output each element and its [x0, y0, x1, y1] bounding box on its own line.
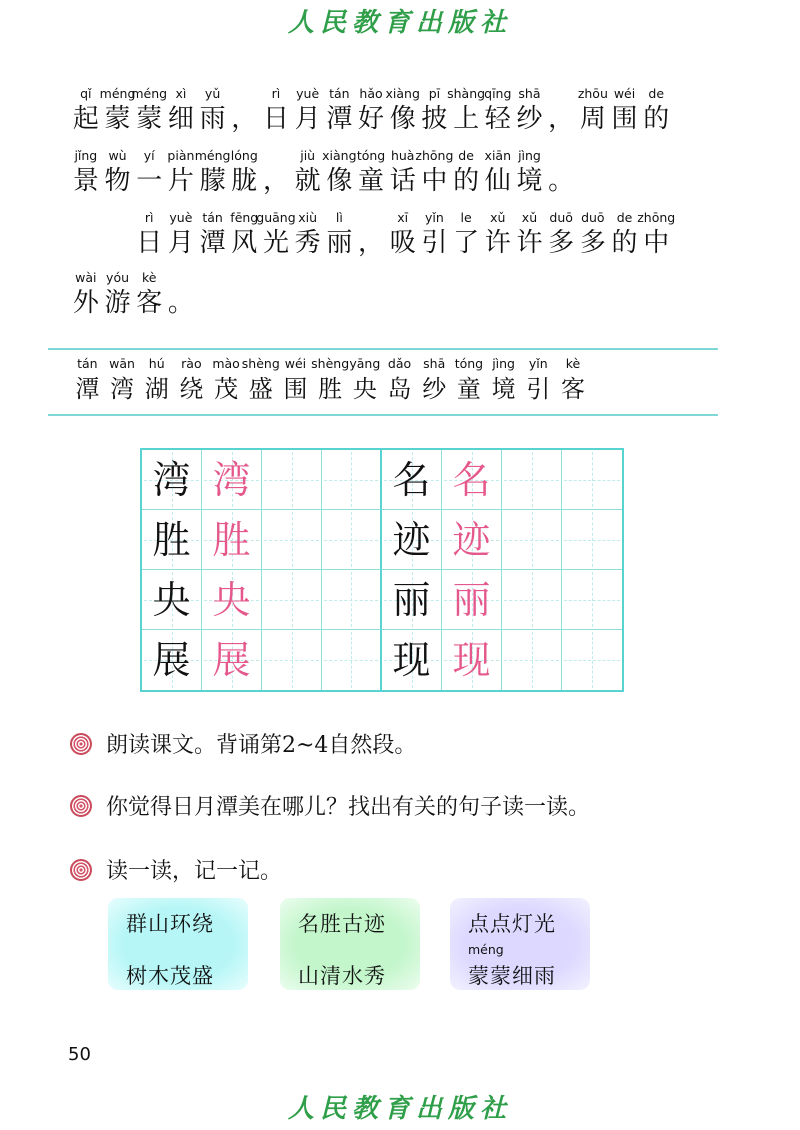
empty-practice-cell	[562, 570, 622, 630]
ruby-char	[355, 210, 387, 260]
trace-char-cell	[442, 450, 502, 510]
ruby-char	[194, 148, 231, 198]
hanzi: 披	[421, 104, 448, 134]
trace-char-cell	[442, 570, 502, 630]
ruby-char	[70, 210, 102, 260]
pinyin: lì	[335, 210, 343, 225]
pinyin: piàn	[167, 148, 195, 163]
ruby-char	[415, 148, 454, 198]
word-box-cyan	[108, 898, 248, 990]
trace-char-cell	[442, 630, 502, 690]
word-pinyin: méng	[468, 942, 504, 957]
hanzi: ，	[262, 166, 289, 196]
hanzi: 湖	[144, 375, 169, 403]
ruby-char	[482, 210, 514, 260]
hanzi: 。	[548, 166, 575, 196]
ruby-char	[292, 86, 324, 136]
ruby-char	[99, 86, 136, 136]
pinyin: mào	[212, 356, 240, 371]
pinyin: wān	[109, 356, 135, 371]
writing-grid	[140, 448, 624, 692]
ruby-char	[256, 210, 296, 260]
vocab-char	[452, 356, 487, 406]
ruby-char	[324, 210, 356, 260]
pinyin: qīng	[484, 86, 512, 101]
word: 点点灯光	[468, 912, 556, 936]
vocab-list	[70, 356, 590, 406]
pinyin: shā	[518, 86, 541, 101]
hanzi: 周	[579, 104, 606, 134]
pinyin: jìng	[492, 356, 515, 371]
vocab-char	[313, 356, 348, 406]
model-char-cell	[142, 510, 202, 570]
hanzi: 许	[484, 228, 511, 258]
ruby-char	[514, 210, 546, 260]
vocab-char	[209, 356, 244, 406]
model-char-cell	[142, 630, 202, 690]
trace-char-cell	[202, 570, 262, 630]
pinyin: tán	[329, 86, 350, 101]
trace-char-cell	[202, 510, 262, 570]
ruby-char	[545, 210, 577, 260]
grid-char: 迹	[392, 517, 431, 562]
model-char-cell	[382, 630, 442, 690]
pinyin: yí	[143, 148, 155, 163]
hanzi: ，	[358, 228, 385, 258]
hanzi: 围	[611, 104, 638, 134]
flower-bullet-icon	[70, 733, 92, 755]
ruby-char	[133, 270, 165, 320]
ruby-char	[545, 148, 577, 198]
pinyin: xiàng	[322, 148, 357, 163]
publisher-logo-bottom: 人民教育出版社	[287, 1094, 512, 1124]
pinyin: kè	[565, 356, 581, 371]
ruby-char	[228, 148, 260, 198]
hanzi: 的	[611, 228, 638, 258]
hanzi: 潭	[326, 104, 353, 134]
text-line	[70, 270, 197, 320]
pinyin: shā	[423, 356, 446, 371]
hanzi: 湾	[110, 375, 135, 403]
ruby-char	[133, 210, 165, 260]
vocab-rule-bottom	[48, 414, 718, 416]
hanzi: 风	[231, 228, 258, 258]
hanzi: 轻	[484, 104, 511, 134]
ruby-char	[165, 210, 197, 260]
hanzi: 秀	[294, 228, 321, 258]
question-text: 朗读课文。背诵第2~4自然段。	[106, 733, 417, 758]
question-2	[70, 790, 590, 821]
pinyin: zhōng	[415, 148, 454, 163]
pinyin: rào	[181, 356, 202, 371]
pinyin: wéi	[613, 86, 636, 101]
word-box-purple	[450, 898, 590, 990]
empty-practice-cell	[262, 510, 322, 570]
hanzi: 纱	[422, 375, 447, 403]
pinyin: yóu	[106, 270, 130, 285]
hanzi: 引	[421, 228, 448, 258]
word: 群山环绕	[126, 912, 214, 936]
hanzi: 潭	[75, 375, 100, 403]
question-3	[70, 854, 282, 885]
pinyin: tóng	[454, 356, 484, 371]
empty-practice-cell	[562, 450, 622, 510]
word: 树木茂盛	[126, 964, 214, 988]
grid-char: 展	[152, 638, 191, 682]
ruby-char	[324, 86, 356, 136]
hanzi: 景	[72, 166, 99, 196]
ruby-char	[197, 86, 229, 136]
ruby-char	[165, 270, 197, 320]
pinyin: duō	[549, 210, 573, 225]
empty-practice-cell	[562, 630, 622, 690]
pinyin: zhōng	[637, 210, 676, 225]
trace-char-cell	[202, 450, 262, 510]
hanzi: 。	[167, 288, 194, 318]
vocab-char	[348, 356, 383, 406]
ruby-char	[577, 86, 609, 136]
pinyin: yāng	[349, 356, 381, 371]
empty-practice-cell	[322, 630, 382, 690]
ruby-char	[292, 210, 324, 260]
publisher-logo-top: 人民教育出版社	[287, 8, 512, 38]
pinyin: tán	[77, 356, 98, 371]
vocab-char	[486, 356, 521, 406]
hanzi: 岛	[387, 375, 412, 403]
hanzi: 境	[516, 166, 543, 196]
pinyin: fēng	[230, 210, 259, 225]
hanzi: 月	[294, 104, 321, 134]
pinyin: wài	[75, 270, 97, 285]
hanzi: 的	[453, 166, 480, 196]
empty-practice-cell	[322, 450, 382, 510]
pinyin: wéi	[284, 356, 307, 371]
ruby-char	[482, 148, 514, 198]
grid-char: 丽	[452, 577, 491, 622]
grid-char: 央	[152, 577, 191, 622]
pinyin: zhōu	[577, 86, 608, 101]
pinyin: de	[648, 86, 665, 101]
ruby-char	[419, 210, 451, 260]
pinyin: jìng	[518, 148, 541, 163]
empty-practice-cell	[262, 450, 322, 510]
ruby-char	[165, 86, 197, 136]
vocab-char	[382, 356, 417, 406]
pinyin: yǔ	[204, 86, 221, 101]
vocab-rule-top	[48, 348, 718, 350]
pinyin: méng	[99, 86, 136, 101]
question-1	[70, 728, 416, 759]
empty-practice-cell	[262, 570, 322, 630]
grid-char: 名	[392, 457, 431, 502]
hanzi: 胧	[231, 166, 258, 196]
hanzi: 了	[453, 228, 480, 258]
ruby-char	[514, 148, 546, 198]
question-text: 你觉得日月潭美在哪儿？找出有关的句子读一读。	[106, 795, 591, 820]
text-line	[70, 148, 577, 198]
ruby-char	[260, 148, 292, 198]
hanzi: 日	[262, 104, 289, 134]
ruby-char	[419, 86, 451, 136]
hanzi: 多	[579, 228, 606, 258]
trace-char-cell	[202, 630, 262, 690]
empty-practice-cell	[562, 510, 622, 570]
pinyin: pī	[428, 86, 441, 101]
hanzi: 像	[389, 104, 416, 134]
ruby-char	[355, 86, 387, 136]
hanzi: 丽	[326, 228, 353, 258]
hanzi: 多	[548, 228, 575, 258]
word-box-green	[280, 898, 420, 990]
hanzi: 央	[352, 375, 377, 403]
pinyin: xì	[175, 86, 187, 101]
hanzi: 盛	[248, 375, 273, 403]
pinyin: qǐ	[80, 86, 92, 101]
page-number: 50	[68, 1044, 91, 1065]
ruby-char	[447, 86, 486, 136]
hanzi: 胜	[318, 375, 343, 403]
grid-char: 名	[452, 457, 491, 502]
pinyin: rì	[144, 210, 154, 225]
ruby-char	[577, 210, 609, 260]
hanzi: 像	[326, 166, 353, 196]
ruby-char	[387, 148, 419, 198]
ruby-char	[640, 86, 672, 136]
pinyin: shèng	[311, 356, 350, 371]
pinyin: xǔ	[521, 210, 538, 225]
pinyin: shèng	[241, 356, 280, 371]
vocab-char	[243, 356, 278, 406]
grid-char: 现	[452, 638, 491, 682]
ruby-char	[482, 86, 514, 136]
pinyin: hú	[148, 356, 165, 371]
vocab-char	[278, 356, 313, 406]
empty-practice-cell	[502, 630, 562, 690]
empty-practice-cell	[322, 570, 382, 630]
ruby-char	[387, 210, 419, 260]
empty-practice-cell	[502, 510, 562, 570]
hanzi: 中	[421, 166, 448, 196]
hanzi: 话	[389, 166, 416, 196]
grid-char: 胜	[152, 517, 191, 562]
pinyin: xiàng	[385, 86, 420, 101]
hanzi: 上	[453, 104, 480, 134]
hanzi: 童	[456, 375, 481, 403]
ruby-char	[387, 86, 419, 136]
hanzi: 光	[262, 228, 289, 258]
model-char-cell	[142, 450, 202, 510]
hanzi: 片	[167, 166, 194, 196]
hanzi: 月	[167, 228, 194, 258]
pinyin: shàng	[447, 86, 486, 101]
word: 名胜古迹	[298, 912, 386, 936]
word: 山清水秀	[298, 964, 386, 988]
word: 蒙蒙细雨	[468, 964, 556, 988]
ruby-char	[70, 86, 102, 136]
ruby-char	[609, 86, 641, 136]
ruby-char	[545, 86, 577, 136]
vocab-char	[139, 356, 174, 406]
trace-char-cell	[442, 510, 502, 570]
hanzi: 茂	[214, 375, 239, 403]
grid-char: 迹	[452, 517, 491, 562]
hanzi: 绕	[179, 375, 204, 403]
pinyin: guāng	[256, 210, 296, 225]
pinyin: dǎo	[387, 356, 412, 371]
ruby-char	[131, 86, 168, 136]
text-line	[70, 86, 672, 136]
pinyin: de	[616, 210, 633, 225]
model-char-cell	[142, 570, 202, 630]
ruby-char	[450, 148, 482, 198]
hanzi: 朦	[199, 166, 226, 196]
hanzi: 外	[72, 288, 99, 318]
pinyin: duō	[581, 210, 605, 225]
pinyin: lóng	[230, 148, 258, 163]
hanzi: 就	[294, 166, 321, 196]
pinyin: tóng	[356, 148, 386, 163]
vocab-char	[556, 356, 591, 406]
ruby-char	[450, 210, 482, 260]
pinyin: jiù	[300, 148, 316, 163]
hanzi: 纱	[516, 104, 543, 134]
vocab-char	[521, 356, 556, 406]
pinyin: de	[458, 148, 474, 163]
ruby-char	[70, 148, 102, 198]
hanzi: 蒙	[136, 104, 163, 134]
hanzi: 的	[643, 104, 670, 134]
hanzi: ，	[548, 104, 575, 134]
ruby-char	[197, 210, 229, 260]
pinyin: rì	[271, 86, 281, 101]
grid-char: 现	[392, 638, 431, 682]
pinyin: xiù	[298, 210, 318, 225]
hanzi: 潭	[199, 228, 226, 258]
hanzi: 境	[491, 375, 516, 403]
hanzi: 游	[104, 288, 131, 318]
ruby-char	[102, 210, 134, 260]
hanzi: 中	[643, 228, 670, 258]
ruby-char	[292, 148, 324, 198]
hanzi: 雨	[199, 104, 226, 134]
hanzi: 客	[136, 288, 163, 318]
ruby-char	[102, 270, 134, 320]
pinyin: xī	[397, 210, 409, 225]
hanzi: 围	[283, 375, 308, 403]
vocab-char	[105, 356, 140, 406]
pinyin: méng	[194, 148, 231, 163]
pinyin: yǐn	[528, 356, 548, 371]
vocab-char	[70, 356, 105, 406]
ruby-char	[260, 86, 292, 136]
ruby-char	[355, 148, 387, 198]
grid-char: 胜	[212, 517, 251, 562]
pinyin: tán	[202, 210, 223, 225]
hanzi: 客	[560, 375, 585, 403]
model-char-cell	[382, 450, 442, 510]
hanzi: 一	[136, 166, 163, 196]
grid-char: 湾	[152, 457, 191, 502]
grid-char: 湾	[212, 457, 251, 502]
hanzi: 吸	[389, 228, 416, 258]
flower-bullet-icon	[70, 795, 92, 817]
question-text: 读一读，记一记。	[106, 859, 283, 884]
hanzi: 引	[526, 375, 551, 403]
hanzi: 童	[358, 166, 385, 196]
hanzi: 好	[358, 104, 385, 134]
ruby-char	[637, 210, 676, 260]
model-char-cell	[382, 570, 442, 630]
pinyin: xǔ	[490, 210, 506, 225]
grid-char: 丽	[392, 577, 431, 622]
empty-practice-cell	[322, 510, 382, 570]
pinyin: jǐng	[74, 148, 98, 163]
ruby-char	[324, 148, 356, 198]
hanzi: 仙	[484, 166, 511, 196]
empty-practice-cell	[502, 570, 562, 630]
empty-practice-cell	[262, 630, 322, 690]
hanzi: ，	[231, 104, 258, 134]
grid-char: 展	[212, 638, 251, 682]
empty-practice-cell	[502, 450, 562, 510]
model-char-cell	[382, 510, 442, 570]
ruby-char	[133, 148, 165, 198]
ruby-char	[165, 148, 197, 198]
hanzi: 日	[136, 228, 163, 258]
pinyin: yuè	[296, 86, 320, 101]
text-line	[70, 210, 676, 260]
pinyin: xiān	[484, 148, 511, 163]
hanzi: 物	[104, 166, 131, 196]
hanzi: 起	[72, 104, 99, 134]
ruby-char	[70, 270, 102, 320]
flower-bullet-icon	[70, 859, 92, 881]
pinyin: hǎo	[359, 86, 383, 101]
ruby-char	[228, 86, 260, 136]
hanzi: 细	[167, 104, 194, 134]
ruby-char	[609, 210, 641, 260]
pinyin: yuè	[169, 210, 193, 225]
hanzi: 许	[516, 228, 543, 258]
ruby-char	[102, 148, 134, 198]
vocab-char	[417, 356, 452, 406]
pinyin: yǐn	[425, 210, 444, 225]
pinyin: méng	[131, 86, 168, 101]
grid-char: 央	[212, 577, 251, 622]
pinyin: le	[460, 210, 472, 225]
pinyin: huà	[390, 148, 415, 163]
pinyin: wù	[108, 148, 127, 163]
pinyin: kè	[141, 270, 157, 285]
hanzi: 蒙	[104, 104, 131, 134]
vocab-char	[174, 356, 209, 406]
ruby-char	[514, 86, 546, 136]
